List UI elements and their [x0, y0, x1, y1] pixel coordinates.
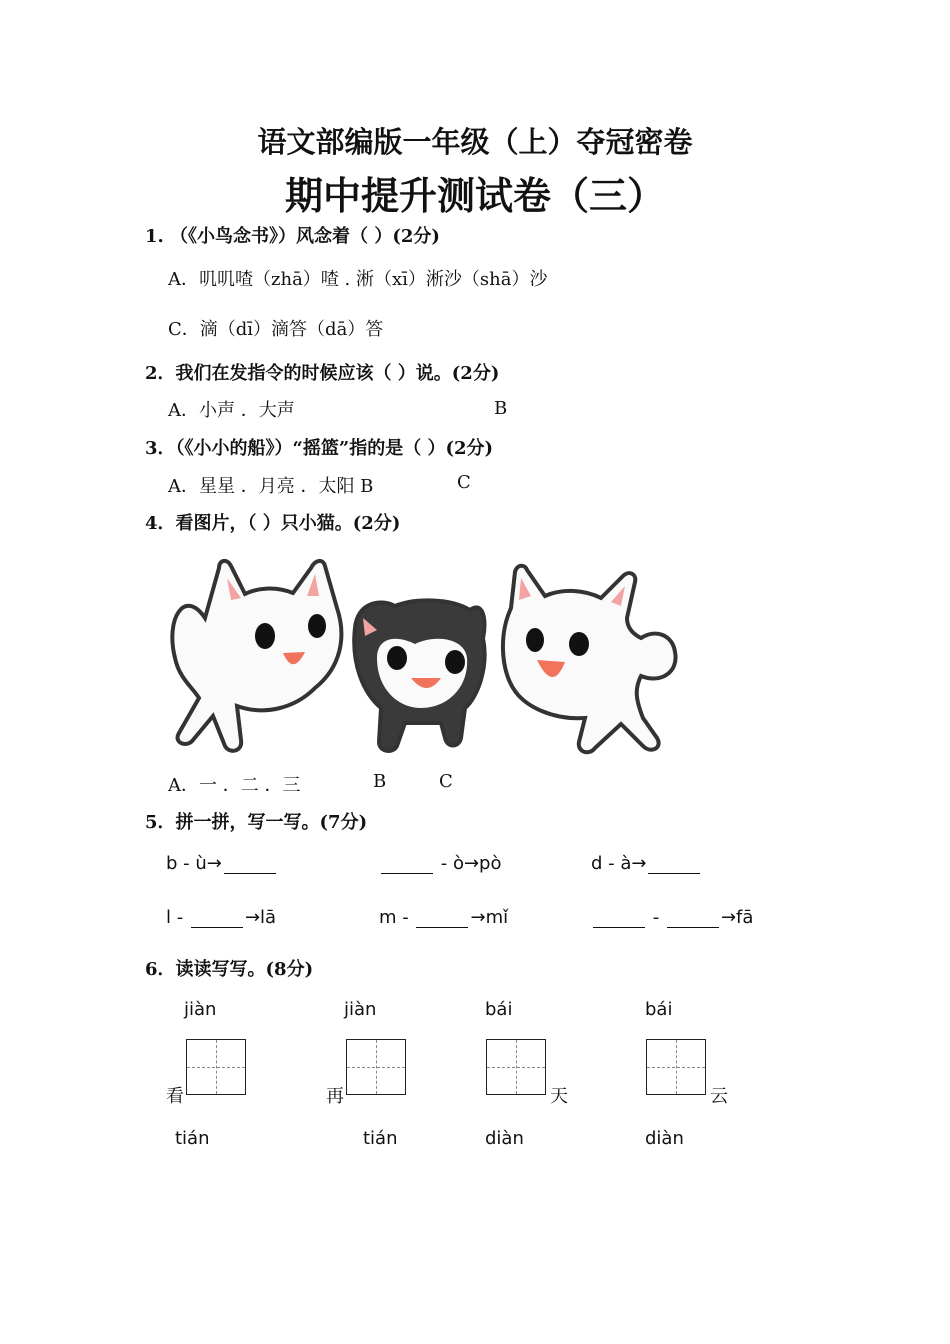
exam-subtitle: 语文部编版一年级（上）夺冠密卷	[257, 125, 693, 159]
question-3-options: A．星星 ．月亮 ．太阳 B	[168, 476, 374, 497]
writing-grid-3[interactable]	[486, 1039, 546, 1095]
pinyin-bottom-3: diàn	[485, 1128, 524, 1149]
answer-blank[interactable]	[593, 909, 645, 928]
answer-blank[interactable]	[667, 909, 719, 928]
writing-grid-4[interactable]	[646, 1039, 706, 1095]
pinyin-bottom-1: tián	[175, 1128, 210, 1149]
question-2-option-a: A．小声 ．大声	[168, 400, 295, 421]
answer-blank[interactable]	[648, 855, 700, 874]
answer-blank[interactable]	[416, 909, 468, 928]
question-1-option-c: C．滴（dī）滴答（dā）答	[168, 319, 384, 340]
pinyin-top-2: jiàn	[344, 999, 377, 1020]
question-3-option-c: C	[457, 472, 471, 493]
side-char-1: 看	[166, 1086, 184, 1107]
side-char-3: 天	[550, 1086, 568, 1107]
spelling-item-6: - →fā	[591, 907, 753, 928]
exam-title: 期中提升测试卷（三）	[284, 173, 665, 218]
white-kitten-left	[172, 561, 341, 751]
question-3: 3．（《小小的船》）“摇篮”指的是（ ）(2分)	[145, 438, 494, 459]
question-6: 6．读读写写。(8分)	[145, 959, 314, 980]
question-4-option-a: A．一 ．二 ．三	[168, 775, 301, 796]
spelling-item-1: b - ù→	[166, 853, 278, 874]
white-kitten-right	[503, 566, 676, 753]
spelling-item-3: d - à→	[591, 853, 702, 874]
question-5: 5．拼一拼，写一写。(7分)	[145, 812, 368, 833]
side-char-4: 云	[710, 1086, 728, 1107]
question-1: 1. （《小鸟念书》）风念着（ ）(2分)	[145, 226, 440, 247]
answer-blank[interactable]	[191, 909, 243, 928]
answer-blank[interactable]	[381, 855, 433, 874]
pinyin-top-1: jiàn	[184, 999, 217, 1020]
spelling-item-5: m - →mǐ	[379, 907, 509, 928]
black-kitten-middle	[354, 600, 484, 751]
side-char-2: 再	[326, 1086, 344, 1107]
spelling-item-2: - ò→pò	[379, 853, 502, 874]
pinyin-top-3: bái	[485, 999, 513, 1020]
answer-blank[interactable]	[224, 855, 276, 874]
three-kittens-image	[165, 548, 690, 763]
question-2-option-b: B	[494, 398, 508, 419]
question-4-option-b: B	[373, 771, 387, 792]
writing-grid-2[interactable]	[346, 1039, 406, 1095]
pinyin-top-4: bái	[645, 999, 673, 1020]
question-2: 2．我们在发指令的时候应该（ ）说。(2分)	[145, 363, 500, 384]
question-4-option-c: C	[439, 771, 453, 792]
spelling-item-4: l - →lā	[166, 907, 277, 928]
question-4: 4．看图片，（ ）只小猫。(2分)	[145, 513, 401, 534]
writing-grid-1[interactable]	[186, 1039, 246, 1095]
question-1-options-a-b: A．叽叽喳（zhā）喳 . 淅（xī）淅沙（shā）沙	[168, 269, 548, 290]
pinyin-bottom-4: diàn	[645, 1128, 684, 1149]
pinyin-bottom-2: tián	[363, 1128, 398, 1149]
